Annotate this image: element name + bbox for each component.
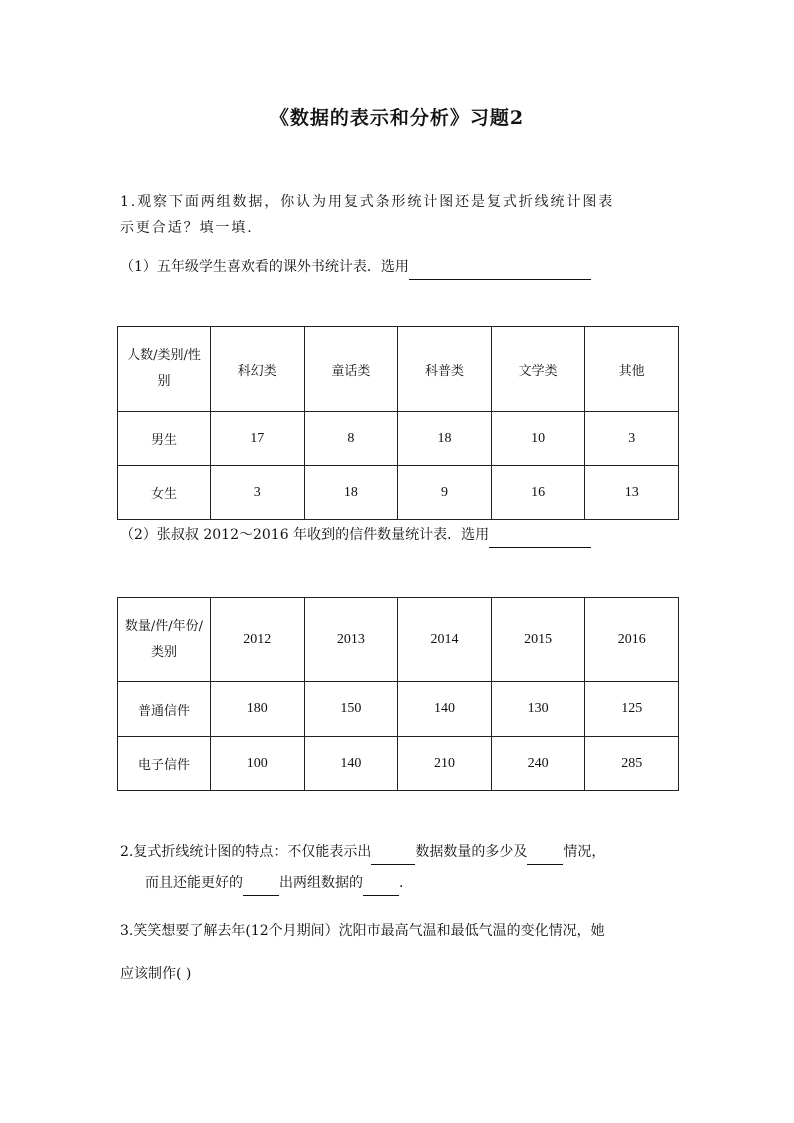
table-header-row <box>118 598 679 682</box>
page-title: 《数据的表示和分析》习题2 <box>269 107 525 129</box>
question-2-line-2 <box>145 870 403 896</box>
part-2-label: （2）张叔叔 2012～2016 年收到的信件数量统计表．选用 <box>120 527 490 543</box>
column-header: 2015 <box>491 598 585 682</box>
answer-blank-1[interactable] <box>409 263 591 280</box>
column-header: 2014 <box>398 598 492 682</box>
column-header: 科幻类 <box>211 327 305 412</box>
table-cell: 3 <box>585 412 679 466</box>
table-cell: 8 <box>304 412 398 466</box>
table-header-row <box>118 327 679 412</box>
row-label: 女生 <box>118 466 211 520</box>
row-label: 普通信件 <box>118 682 211 737</box>
table-cell: 150 <box>304 682 398 737</box>
table-row <box>118 682 679 737</box>
table-cell: 10 <box>491 412 585 466</box>
column-header: 童话类 <box>304 327 398 412</box>
table-cell: 13 <box>585 466 679 520</box>
answer-blank-2[interactable] <box>489 531 591 548</box>
column-header: 科普类 <box>398 327 492 412</box>
column-header: 2013 <box>304 598 398 682</box>
q2-text-f: . <box>399 875 404 891</box>
table-cell: 125 <box>585 682 679 737</box>
table-row <box>118 412 679 466</box>
q2-text-b: 数据数量的多少及 <box>415 844 528 860</box>
question-1-line-2: 示更合适？填一填. <box>120 220 254 236</box>
table-cell: 18 <box>304 466 398 520</box>
table-corner-cell: 数量/件/年份/类别 <box>118 598 211 682</box>
question-1-part-1 <box>120 254 591 280</box>
column-header: 2012 <box>211 598 305 682</box>
answer-blank-3[interactable] <box>371 848 415 865</box>
q2-text-d: 而且还能更好的 <box>145 875 243 891</box>
row-label: 电子信件 <box>118 737 211 791</box>
answer-blank-5[interactable] <box>243 879 279 896</box>
part-1-label: （1）五年级学生喜欢看的课外书统计表．选用 <box>120 259 409 275</box>
question-1-part-2 <box>120 522 591 548</box>
table-cell: 16 <box>491 466 585 520</box>
table-cell: 100 <box>211 737 305 791</box>
table-cell: 18 <box>398 412 492 466</box>
table-cell: 240 <box>491 737 585 791</box>
table-cell: 285 <box>585 737 679 791</box>
q2-text-e: 出两组数据的 <box>279 875 363 891</box>
column-header: 其他 <box>585 327 679 412</box>
table-cell: 140 <box>304 737 398 791</box>
table-row <box>118 466 679 520</box>
q2-text-a: 2.复式折线统计图的特点：不仅能表示出 <box>120 844 372 860</box>
table-cell: 17 <box>211 412 305 466</box>
table-cell: 3 <box>211 466 305 520</box>
table-corner-cell: 人数/类别/性别 <box>118 327 211 412</box>
question-2-line-1 <box>120 839 605 865</box>
table-row <box>118 737 679 791</box>
table-book-preferences <box>117 326 679 520</box>
table-cell: 130 <box>491 682 585 737</box>
column-header: 文学类 <box>491 327 585 412</box>
row-label: 男生 <box>118 412 211 466</box>
question-3-line-1: 3.笑笑想要了解去年(12个月期间）沈阳市最高气温和最低气温的变化情况，她 <box>120 923 605 939</box>
table-letter-counts <box>117 597 679 791</box>
table-cell: 140 <box>398 682 492 737</box>
table-cell: 9 <box>398 466 492 520</box>
answer-blank-6[interactable] <box>363 879 399 896</box>
question-3-line-2: 应该制作( ) <box>120 966 192 982</box>
q2-text-c: 情况， <box>563 844 606 860</box>
answer-blank-4[interactable] <box>527 848 563 865</box>
question-1-line-1: 1.观察下面两组数据，你认为用复式条形统计图还是复式折线统计图表 <box>120 194 615 210</box>
table-cell: 210 <box>398 737 492 791</box>
table-cell: 180 <box>211 682 305 737</box>
column-header: 2016 <box>585 598 679 682</box>
